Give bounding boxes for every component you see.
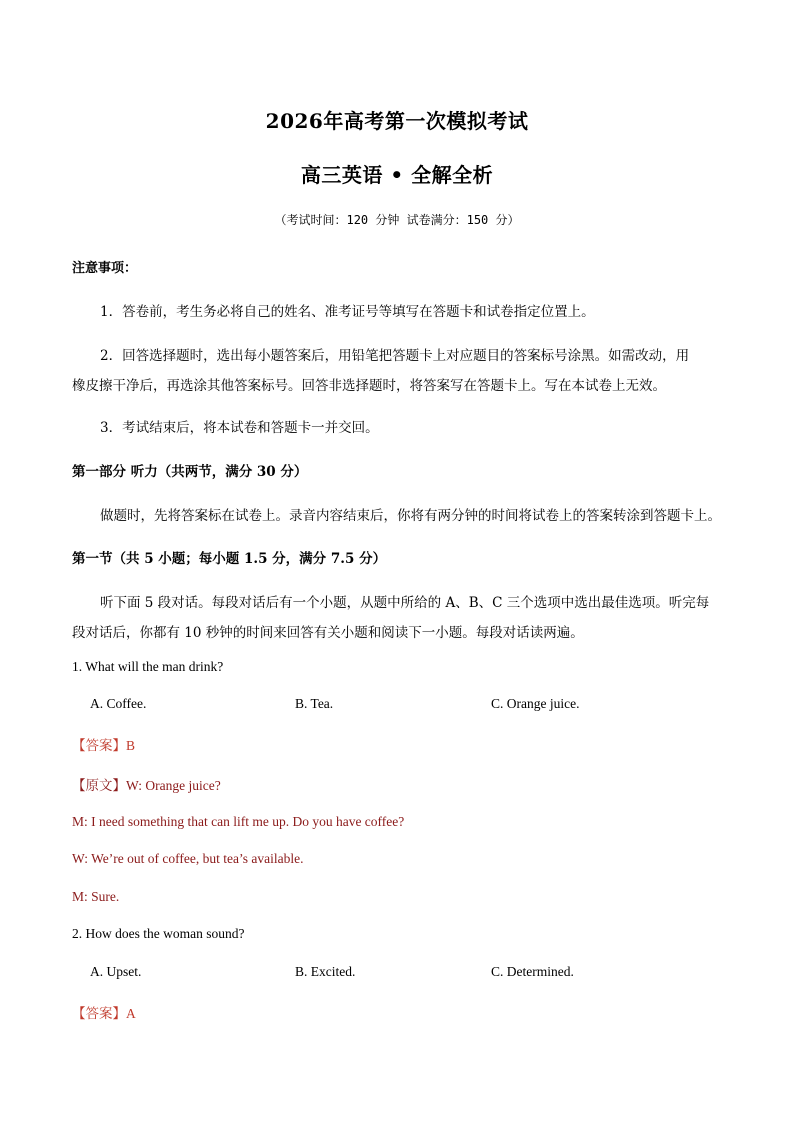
section1-instruction-2: 段对话后，你都有 10 秒钟的时间来回答有关小题和阅读下一小题。每段对话读两遍。 [72,625,584,641]
part1-heading: 第一部分 听力（共两节，满分 30 分） [72,464,308,480]
note-item-1: 1．答卷前，考生务必将自己的姓名、准考证号等填写在答题卡和试卷指定位置上。 [100,304,595,320]
question-1-script-line-4: M: Sure. [72,889,120,904]
note-item-3: 3．考试结束后，将本试卷和答题卡一并交回。 [100,420,379,436]
question-2-option-b: B. Excited. [295,964,356,979]
question-1-option-a: A. Coffee. [90,696,147,711]
question-1-script-line-2: M: I need something that can lift me up. Do you have coffee? [72,814,405,829]
exam-subtitle: 高三英语 • 全解全析 [300,163,494,187]
question-1-answer [72,734,135,754]
answer-value: B [126,738,136,753]
question-2-answer [72,1002,136,1022]
notes-heading: 注意事项： [72,261,138,276]
note-item-2: 2．回答选择题时，选出每小题答案后，用铅笔把答题卡上对应题目的答案标号涂黑。如需改动，用 [100,348,690,364]
note-item-2-cont: 橡皮擦干净后，再选涂其他答案标号。回答非选择题时，将答案写在答题卡上。写在本试卷上无效。 [72,378,666,394]
part1-instruction: 做题时，先将答案标在试卷上。录音内容结束后，你将有两分钟的时间将试卷上的答案转涂到答题卡上。 [100,508,721,524]
question-2-option-c: C. Determined. [491,964,574,979]
exam-title: 2026年高考第一次模拟考试 [265,109,529,133]
question-1-script-line-3: W: We’re out of coffee, but tea’s available. [72,851,304,866]
exam-info: （考试时间：120 分钟 试卷满分：150 分） [274,213,520,227]
question-1-script-line-1 [72,774,221,794]
question-1-stem: 1. What will the man drink? [72,659,224,674]
question-2-stem: 2. How does the woman sound? [72,926,245,941]
answer-value: A [126,1006,136,1021]
section1-instruction-1: 听下面 5 段对话。每段对话后有一个小题，从题中所给的 A、B、C 三个选项中选出最佳选项。听完每 [100,595,710,611]
script-label: 【原文】 [72,778,126,793]
section1-heading: 第一节（共 5 小题；每小题 1.5 分，满分 7.5 分） [72,551,387,567]
question-1-option-c: C. Orange juice. [491,696,580,711]
script-text: W: Orange juice? [126,778,221,793]
answer-label: 【答案】 [72,1006,126,1021]
question-2-option-a: A. Upset. [90,964,142,979]
answer-label: 【答案】 [72,738,126,753]
question-1-option-b: B. Tea. [295,696,334,711]
